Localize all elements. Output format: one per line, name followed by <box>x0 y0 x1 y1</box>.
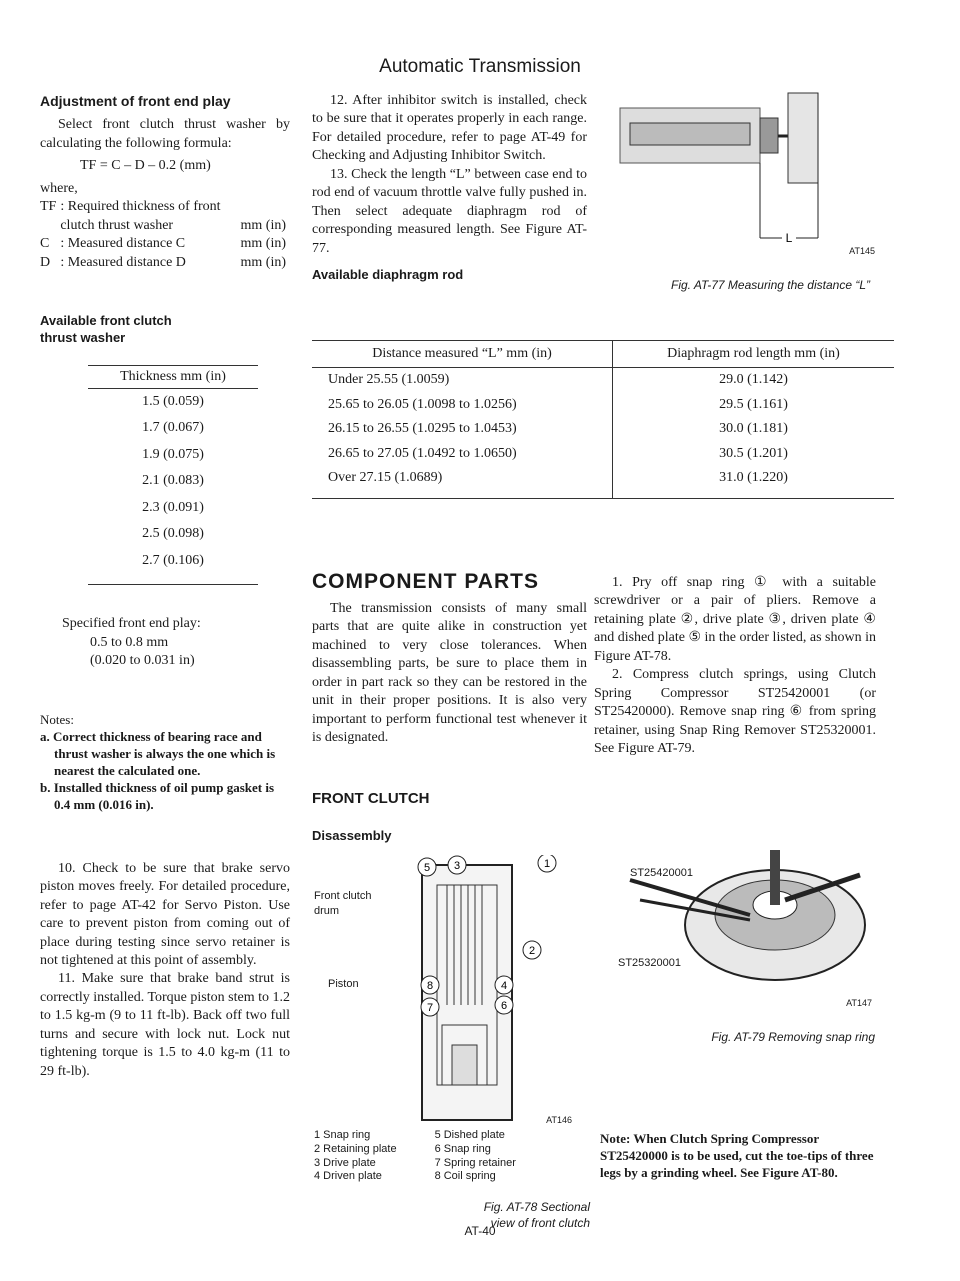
step-11: 11. Make sure that brake band strut is correctly installed. Torque piston stem to 1.2 to 1.5 kg-m (9 to 11 ft-lb). Back off two full turns and secure with lock nut. Lock nut tightening torque is 1.5 to 4.0 kg-m (11 to 29 ft-lb). <box>40 971 290 1079</box>
avail-washer-heading: Available front clutch thrust washer <box>40 313 172 346</box>
def-desc: : Required thickness of front clutch thrust washer <box>60 199 221 233</box>
def-desc: : Measured distance D <box>60 254 186 270</box>
legend-item: 6 Snap ring <box>434 1142 491 1155</box>
legend-item: 5 Dished plate <box>434 1129 505 1141</box>
rod-cell: Under 25.55 (1.0059) <box>328 372 450 388</box>
fig78-label: Fig. AT-78 <box>483 1200 538 1214</box>
thickness-header: Thickness mm (in) <box>88 365 258 388</box>
step-1: 1. Pry off snap ring ① with a suitable screwdriver or a pair of pliers. Remove a retaining plate ②, drive plate ③, driven plate ④ and dished plate ⑤ in the order listed, as shown in Figure AT-78. <box>594 575 876 664</box>
rod-cell: 31.0 (1.220) <box>613 466 895 498</box>
notes-heading: Notes: <box>40 711 74 727</box>
thickness-table <box>88 365 258 586</box>
adjust-intro: Select front clutch thrust washer by calculating the following formula: <box>40 117 290 151</box>
rod-cell: 26.65 to 27.05 (1.0492 to 1.0650) <box>328 445 517 461</box>
spec-mm: 0.5 to 0.8 mm <box>90 634 169 650</box>
svg-text:7: 7 <box>426 1002 434 1014</box>
step-13: 13. Check the length “L” between case end to rod end of vacuum throttle valve fully pushed in. Then select adequate diaphragm rod of corresponding measured length. See Figure AT-77. <box>312 166 587 256</box>
rod-cell: Over 27.15 (1.0689) <box>312 466 613 498</box>
adjust-heading: Adjustment of front end play <box>40 93 231 109</box>
legend-item: 2 Retaining plate <box>314 1142 397 1155</box>
formula: TF = C – D – 0.2 (mm) <box>80 158 211 174</box>
def-sym: D <box>40 254 51 270</box>
fig79-title: Removing snap ring <box>768 1030 875 1044</box>
step-10: 10. Check to be sure that brake servo piston moves freely. For detailed procedure, refer to page AT-42 for Servo Piston. Use care to prevent piston from coming out of place during testing since servo retainer is not tightened at this point of assembly. <box>40 860 290 968</box>
rod-cell: 30.0 (1.181) <box>613 417 895 441</box>
fig78-code: AT146 <box>546 1115 572 1125</box>
component-parts-body: The transmission consists of many small parts that are quite alike in construction yet machined to very close tolerances. When disassembling parts, be sure to place them in order in part rack so they can be restored in the unit in their proper positions. It is also very important to perform functional test whenever it is designated. <box>312 600 587 745</box>
column-middle-bottom <box>312 568 587 844</box>
callout-drum: Front clutch drum <box>314 890 372 917</box>
note-b: b. Installed thickness of oil pump gasket is 0.4 mm (0.016 in). <box>40 780 275 813</box>
rod-header-left: Distance measured “L” mm (in) <box>312 341 613 368</box>
fig77-label: Fig. AT-77 <box>671 278 725 292</box>
table-row <box>312 393 894 417</box>
rod-heading: Available diaphragm rod <box>312 267 464 283</box>
front-clutch-section-diagram <box>392 855 562 1125</box>
fig77-code: AT145 <box>849 246 875 256</box>
def-unit: mm (in) <box>240 217 286 233</box>
svg-text:6: 6 <box>500 1000 508 1012</box>
tool-1-label: ST25420001 <box>630 867 693 879</box>
legend-item: 8 Coil spring <box>434 1170 496 1183</box>
tool-2-label: ST25320001 <box>618 957 681 969</box>
column-right-bottom <box>594 574 876 759</box>
where-label: where, <box>40 180 78 196</box>
fig79-code: AT147 <box>846 998 872 1008</box>
legend-item: 4 Driven plate <box>314 1170 382 1183</box>
figure-at79 <box>600 840 880 1044</box>
svg-text:8: 8 <box>426 980 434 992</box>
thickness-row: 2.3 (0.091) <box>142 499 204 515</box>
thickness-row: 2.1 (0.083) <box>142 473 204 489</box>
fig78-legend <box>314 1129 524 1184</box>
rod-header-right: Diaphragm rod length mm (in) <box>613 341 895 368</box>
table-row <box>312 466 894 498</box>
thickness-row: 2.7 (0.106) <box>88 548 258 585</box>
svg-text:3: 3 <box>453 860 461 872</box>
front-clutch-heading: FRONT CLUTCH <box>312 790 430 808</box>
definitions <box>40 198 290 272</box>
rod-cell: 30.5 (1.201) <box>613 442 895 466</box>
disassembly-heading: Disassembly <box>312 828 392 844</box>
table-row <box>312 417 894 441</box>
step-12: 12. After inhibitor switch is installed, check to be sure that it operates properly in each range. For detailed procedure, refer to page AT-49 for Checking and Adjusting Inhibitor Switch. <box>312 93 587 164</box>
fig77-title: Measuring the distance “L” <box>727 278 870 292</box>
notes <box>40 711 290 814</box>
figure-at77 <box>610 88 880 308</box>
rod-cell: 29.0 (1.142) <box>613 368 895 393</box>
component-parts-heading: COMPONENT PARTS <box>312 570 539 593</box>
fig78-title: Sectional view of front clutch <box>490 1200 590 1230</box>
figure-at78 <box>312 845 592 1183</box>
throttle-valve-diagram <box>610 88 880 258</box>
svg-text:1: 1 <box>543 858 551 870</box>
def-desc: : Measured distance C <box>60 236 186 252</box>
table-row <box>312 442 894 466</box>
column-middle-top <box>312 92 587 283</box>
page-title: Automatic Transmission <box>379 56 581 77</box>
dim-l-label: L <box>785 231 793 245</box>
diaphragm-rod-table <box>312 340 894 499</box>
callout-piston: Piston <box>328 978 359 990</box>
rod-cell: 29.5 (1.161) <box>613 393 895 417</box>
page-number: AT-40 <box>464 1224 496 1238</box>
thickness-row: 1.9 (0.075) <box>142 446 204 462</box>
step-2: 2. Compress clutch springs, using Clutch Spring Compressor ST25420001 (or ST25420000). Remove snap ring ⑥ from spring retainer, using Snap Ring Remover ST25320001. See Figure AT-79. <box>594 667 876 757</box>
svg-text:5: 5 <box>423 862 431 874</box>
note-bottom: Note: When Clutch Spring Compressor ST25420000 is to be used, cut the toe-tips of three legs by a grinding wheel. See Figure AT-80. <box>600 1131 874 1181</box>
column-left <box>40 92 290 1081</box>
thickness-row: 2.5 (0.098) <box>142 526 204 542</box>
thickness-row: 1.5 (0.059) <box>142 394 204 409</box>
spec-in: (0.020 to 0.031 in) <box>90 653 195 669</box>
rod-cell: 25.65 to 26.05 (1.0098 to 1.0256) <box>328 396 517 412</box>
svg-text:4: 4 <box>500 980 508 992</box>
fig79-label: Fig. AT-79 <box>711 1030 765 1044</box>
def-unit: mm (in) <box>240 254 286 270</box>
legend-item: 7 Spring retainer <box>434 1156 516 1169</box>
legend-item: 1 Snap ring <box>314 1129 371 1141</box>
def-sym: TF <box>40 199 57 215</box>
thickness-row: 1.7 (0.067) <box>142 420 204 436</box>
svg-text:2: 2 <box>528 945 536 957</box>
legend-item: 3 Drive plate <box>314 1156 376 1169</box>
spec-label: Specified front end play: <box>62 616 201 632</box>
rod-cell: 26.15 to 26.55 (1.0295 to 1.0453) <box>328 421 517 437</box>
note-a: a. Correct thickness of bearing race and thrust washer is always the one which is nearest the calculated one. <box>40 728 276 779</box>
def-unit: mm (in) <box>240 236 286 252</box>
table-row <box>312 368 894 393</box>
def-sym: C <box>40 236 50 252</box>
